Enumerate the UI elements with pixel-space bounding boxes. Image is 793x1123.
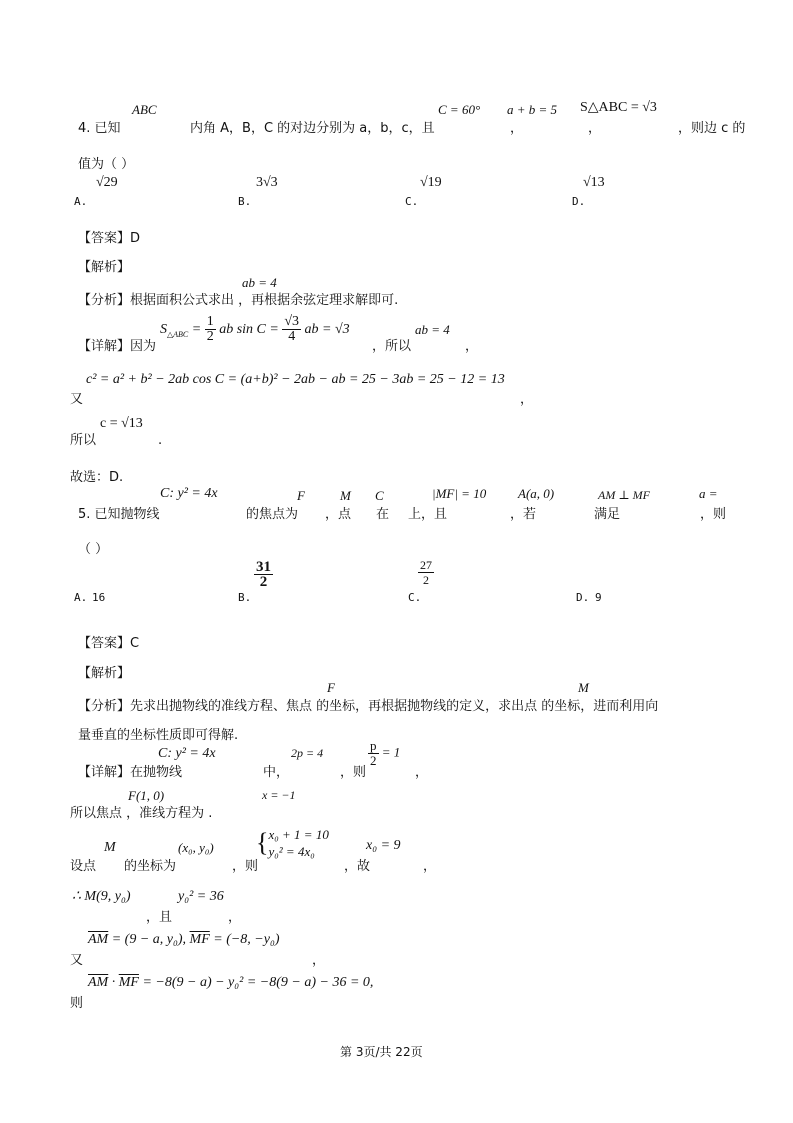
q5-option-c-label: C. (408, 591, 422, 604)
q4-detail-mid: ，所以 (372, 339, 412, 354)
q5-detail-end: ， (415, 765, 429, 780)
q4-option-b-value: 3√3 (256, 175, 278, 190)
q5-d3-label: 设点 (70, 859, 97, 874)
q4-fenxi-math: ab = 4 (242, 275, 277, 290)
q5-detail-curve: C: y² = 4x (158, 746, 216, 761)
q5-system-eq2: y₀² = 4x₀ (268, 844, 315, 859)
q5-option-d-label: D. (576, 591, 590, 604)
q5-perp: AM ⊥ MF (598, 488, 650, 502)
q4-comma-2: ， (588, 121, 602, 136)
q4-cond-area: S△ABC = √3 (580, 100, 657, 115)
q4-option-d-label: D. (572, 195, 586, 208)
q4-statement-tail: ，则边 c 的 (678, 121, 746, 136)
q5-vectors: $\overline{AM} = (9 - a$, y₀), $\overline{MF} = (-8$, −y₀) (88, 932, 280, 947)
q5-d6-ze: 则 (70, 996, 84, 1011)
q5-t6: 满足 (594, 507, 621, 522)
q5-prefix: 5. 已知抛物线 (78, 507, 160, 522)
q5-fenxi-M: M (578, 680, 589, 695)
q5-focus: F(1, 0) (128, 788, 165, 803)
q4-statement: 内角 A，B，C 的对边分别为 a，b，c，且 (190, 121, 435, 136)
q5-detail-zhong: 中， (263, 765, 290, 780)
q5-d3-gu: ，故 (344, 859, 371, 874)
q4-option-d-value: √13 (583, 175, 605, 190)
q4-option-b-label: B. (238, 195, 252, 208)
q5-d5-end: ， (312, 953, 326, 968)
q5-option-b-label: B. (238, 591, 252, 604)
q4-ask: 值为（ ） (78, 157, 135, 172)
q5-d5-you: 又 (70, 953, 84, 968)
triangle-abc-label: ABC (132, 102, 157, 117)
q5-C: C (375, 488, 384, 503)
q4-detail-ab: ab = 4 (415, 322, 450, 337)
q5-d4-M: ∴ M(9, y₀) (72, 889, 131, 904)
q5-fenxi-1: 【分析】先求出抛物线的准线方程、焦点 的坐标，再根据抛物线的定义，求出点 的坐标，进而利用向 (78, 699, 659, 714)
q5-d3-ze: ，则 (232, 859, 259, 874)
q4-option-a-label: A. (74, 195, 88, 208)
q5-system: {x₀ + 1 = 10 y₀² = 4x₀ (256, 827, 329, 859)
q4-cond-angle: C = 60° (438, 102, 481, 117)
q5-d4-end: ， (228, 910, 242, 925)
q5-a-eq: a = (699, 486, 718, 501)
q5-d4-y: y₀² = 36 (178, 889, 224, 904)
q5-d3-coord-text: 的坐标为 (124, 859, 177, 874)
q4-c-value: c = √13 (100, 416, 143, 431)
q4-suoyi: 所以 (70, 433, 97, 448)
q5-fenxi-F: F (327, 680, 335, 695)
q5-focus-text: 所以焦点 ，准线方程为 . (70, 806, 213, 821)
q5-detail-2p: 2p = 4 (291, 746, 324, 760)
q5-option-c-value: $\frac{27}{2}$ (420, 558, 432, 587)
q4-answer: 【答案】D (78, 231, 141, 246)
q5-answer: 【答案】C (78, 636, 140, 651)
q4-option-c-label: C. (405, 195, 419, 208)
q5-ask: （ ） (78, 542, 109, 557)
q5-F: F (297, 488, 305, 503)
q5-t5: ，若 (510, 507, 537, 522)
q5-option-a-value: 16 (92, 591, 106, 604)
q5-M: M (340, 488, 351, 503)
q4-prefix: 4. 已知 (78, 121, 121, 136)
q5-A: A(a, 0) (518, 486, 555, 501)
q4-option-c-value: √19 (420, 175, 442, 190)
q5-d3-coord: (x₀, y₀) (178, 840, 214, 855)
q4-comma-1: ， (510, 121, 524, 136)
q5-t4: 上，且 (408, 507, 448, 522)
q5-option-d-value: 9 (595, 591, 602, 604)
q4-detail-label: 【详解】因为 (78, 339, 157, 354)
q5-directrix: x = −1 (262, 788, 296, 802)
q4-option-a-value: √29 (96, 175, 118, 190)
q4-jiexi: 【解析】 (78, 260, 131, 275)
q5-system-eq1: x₀ + 1 = 10 (268, 827, 329, 842)
q5-jiexi: 【解析】 (78, 666, 131, 681)
q5-fenxi-2: 量垂直的坐标性质即可得解. (78, 728, 239, 743)
q5-option-b-value: $\frac{31}{2}$ (256, 559, 271, 590)
page-footer: 第 3页/共 22页 (340, 1045, 423, 1059)
q5-t3: 在 (376, 507, 390, 522)
q5-d3-M: M (104, 840, 116, 855)
q4-cond-sum: a + b = 5 (507, 102, 558, 117)
q4-guxuan: 故选：D. (70, 470, 124, 485)
q5-t1: 的焦点为 (246, 507, 299, 522)
q5-MF: |MF| = 10 (432, 486, 487, 501)
q4-detail-end: ， (465, 339, 479, 354)
q5-option-a-label: A. (74, 591, 88, 604)
q5-curve: C: y² = 4x (160, 486, 218, 501)
q4-area-formula: $S_{\triangle ABC}$ = $\frac{1}{2}$ ab sin C = $\frac{√3}{4}$ ab = √3 (160, 314, 350, 345)
q5-d3-end: ， (423, 859, 437, 874)
q5-t7: ，则 (700, 507, 727, 522)
q4-you: 又 (70, 392, 84, 407)
q5-d4-text: ，且 (146, 910, 173, 925)
q5-detail-p2: $\frac{p}{2}$ = 1 (370, 738, 401, 768)
q4-fenxi: 【分析】根据面积公式求出 ，再根据余弦定理求解即可. (78, 293, 399, 308)
q5-detail-label: 【详解】在抛物线 (78, 765, 183, 780)
q5-x0: x₀ = 9 (366, 838, 401, 853)
q5-t2: ，点 (325, 507, 352, 522)
q4-cosine-line: c² = a² + b² − 2ab cos C = (a+b)² − 2ab − ab = 25 − 3ab = 25 − 12 = 13 (86, 372, 505, 387)
q5-detail-ze: ，则 (340, 765, 367, 780)
q4-comma-3: ， (520, 392, 534, 407)
q5-dot-product: $\overline{AM} \cdot \overline{MF} = -8(9 - a) - y_0^2 = -8(9 - a) - 36 = 0$, (88, 975, 374, 990)
q4-period: . (158, 433, 163, 448)
